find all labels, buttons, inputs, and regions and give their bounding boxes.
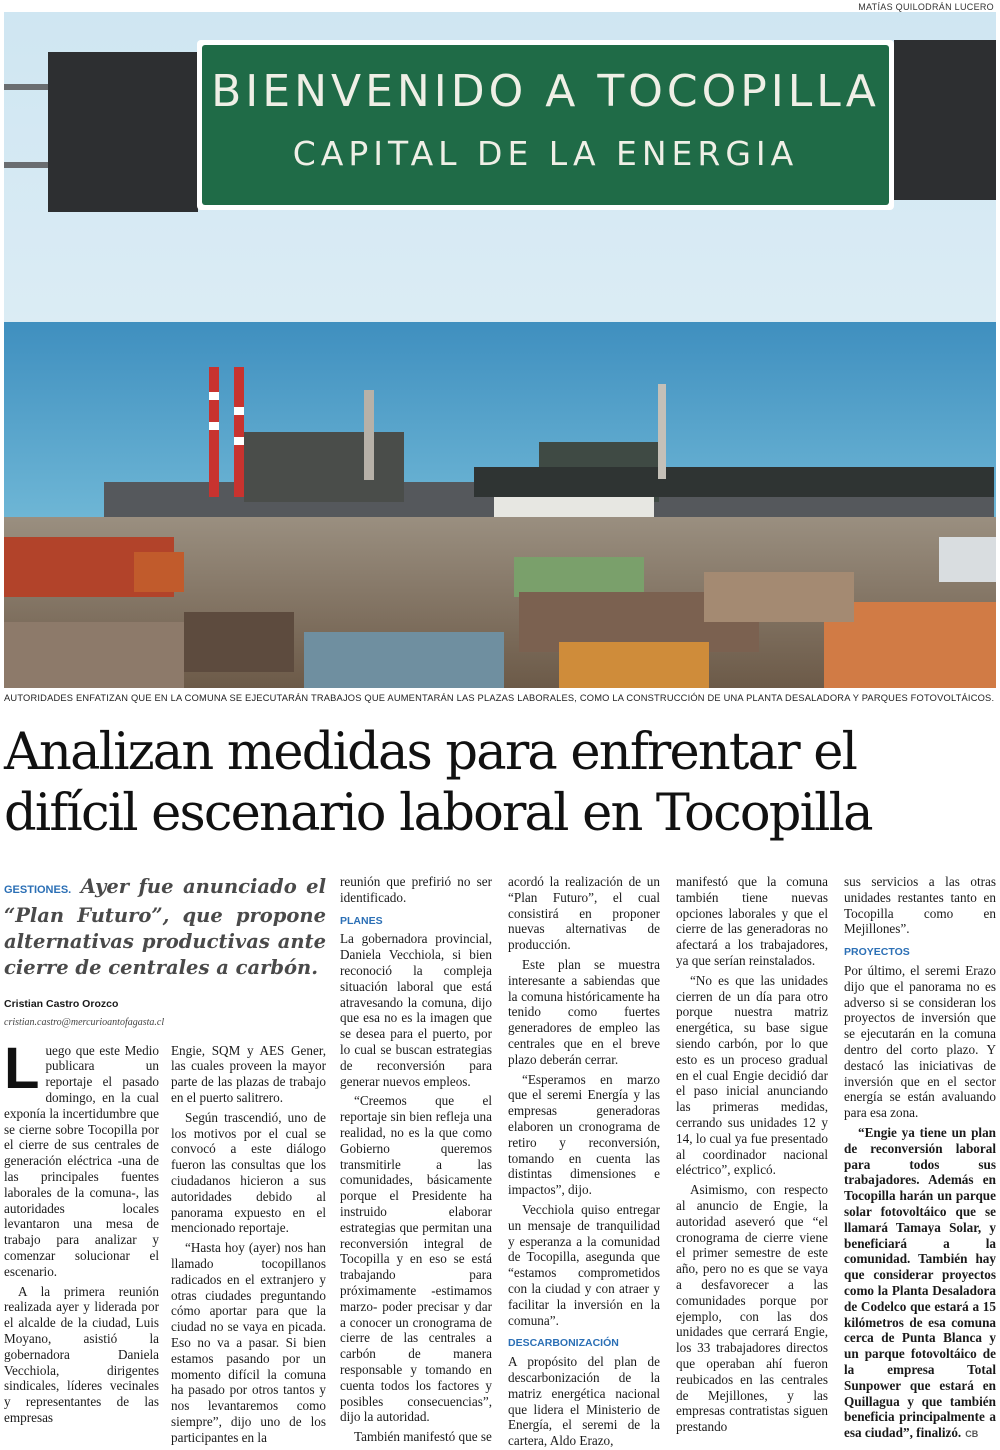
subhead-descarbonizacion: DESCARBONIZACIÓN (508, 1337, 619, 1350)
author-name: Cristian Castro Orozco (4, 998, 119, 1010)
body-paragraph: manifestó que la comuna también tiene nuevas opciones laborales y que el cierre de las generadoras no afectará a los trabajadores, ya que serían reinstalados. (676, 874, 828, 968)
body-paragraph: reunión que prefirió no ser identificado. (340, 874, 492, 905)
body-paragraph: Asimismo, con respecto al anuncio de Engie, la autoridad aseveró que “el cronograma de cierre viene el primer semestre de este año, pero no es que se vaya a desfavorecer a las comunidades porque por ejemplo, con las dos unidades que cerrará Engie, los 33 trabajadores directos que operaban ahí fueron reubicados en las centrales de Mejillones, y las empresas contratistas siguen prestando (676, 1182, 828, 1435)
body-paragraph: “Hasta hoy (ayer) nos han llamado tocopillanos radicados en el extranjero y otras ciudades preguntando cómo aportar para que la ciudad no se vaya en picada. Eso no va a pasar. Si bien estamos pasando por un momento difícil la comuna ha pasado por otros tantos y nos levantaremos como siempre”, dijo uno de los participantes en la (171, 1240, 326, 1445)
main-photo (4, 12, 996, 688)
author-email: cristian.castro@mercurioantofagasta.cl (4, 1016, 165, 1028)
body-paragraph: “Esperamos en marzo que el seremi Energía y las empresas generadoras elaboren un cronograma de retiro y reconversión, tomando en cuenta las distintas dimensiones e impactos”, dijo. (508, 1071, 660, 1198)
body-paragraph: A la primera reunión realizada ayer y liderada por el alcalde de la ciudad, Luis Moyano, asistió la gobernadora Daniela Vecchiola, dirigentes sindicales, líderes vecinales y representantes de las empresas (4, 1283, 159, 1425)
column-5 (676, 874, 828, 1435)
body-paragraph: sus servicios a las otras unidades restantes tanto en Tocopilla como en Mejillones”. (844, 874, 996, 937)
body-paragraph: A propósito del plan de descarbonización de la matriz energética nacional que lidera el Ministerio de Energía, el seremi de la cartera, Aldo Erazo, (508, 1354, 660, 1449)
photo-caption: AUTORIDADES ENFATIZAN QUE EN LA COMUNA SE EJECUTARÁN TRABAJOS QUE AUMENTARÁN LAS PLAZAS LABORALES, COMO LA CONSTRUCCIÓN DE UNA PLANTA DESALADORA Y PARQUES FOTOVOLTÁICOS. (4, 693, 995, 703)
lead-kicker: GESTIONES. (4, 884, 72, 896)
body-paragraph: acordó la realización de un “Plan Futuro”, el cual consistirá en proponer nuevas alternativas de producción. (508, 874, 660, 953)
body-paragraph: “No es que las unidades cierren de un día para otro porque nuestra matriz energética, su base sigue siendo carbón, por lo que esto es un proceso gradual en el cual Engie decidió dar el paso inicial anunciando las primeras medidas, cerrando sus unidades 12 y 14, lo cual ya fue presentado al coordinador nacional eléctrico”, explicó. (676, 972, 828, 1178)
body-paragraph: Engie, SQM y AES Gener, las cuales proveen la mayor parte de las plazas de trabajo en el puerto salitrero. (171, 1042, 326, 1105)
body-paragraph: “Engie ya tiene un plan de reconversión laboral para todos sus trabajadores. Además en Tocopilla harán un parque solar fotovoltáico que se llamará Tamaya Solar, y beneficiará a la comunidad. También hay que considerar proyectos como la Planta Desaladora de Codelco que estará a 15 kilómetros de esa comuna cerca de Punta Blanca y un parque fotovoltáico de la empresa Total Sunpower que estará en Quillagua y que también beneficia principalmente a esa ciudad”, finalizó. CB (844, 1124, 996, 1441)
body-paragraph: Luego que este Medio publicara un reportaje el pasado domingo, en la cual exponía la incertidumbre que se cierne sobre Tocopilla por el cierre de sus centrales de generación eléctrica -una de las principales fuentes laborales de la comuna-, las autoridades locales levantaron una mesa de trabajo para analizar y comenzar solucionar el escenario. (4, 1035, 159, 1279)
end-mark: CB (965, 1429, 979, 1440)
body-paragraph: “Creemos que el reportaje sin bien refleja una realidad, no es la que como Gobierno queremos transmitirle a las comunidades, básicamente porque el Presidente ha instruido elaborar estrategias que permitan una reconversión integral de Tocopilla y en eso se está trabajando para próximamente -estimamos marzo- poder precisar y dar a conocer un cronograma de cierre de las centrales a carbón de manera responsable y tomando en cuenta todos los factores y posibles consecuencias”, dijo la autoridad. (340, 1093, 492, 1425)
column-4 (508, 874, 660, 1449)
body-paragraph: Por último, el seremi Erazo dijo que el panorama no es adverso si se consideran los proyectos de inversión que se ejecutarán en la comuna dentro del corto plazo. Y destacó las iniciativas de inversión que en el sector energía se están avaluando para esa zona. (844, 962, 996, 1121)
lead-paragraph (4, 874, 326, 981)
sign-line-1: BIENVENIDO A TOCOPILLA (211, 66, 880, 117)
body-paragraph: Vecchiola quiso entregar un mensaje de tranquilidad y esperanza a la comunidad de Tocopilla, asegunda que “estamos comprometidos con la ciudad y con atraer y facilitar la inversión en la comuna”. (508, 1201, 660, 1328)
headline: Analizan medidas para enfrentar el difícil escenario laboral en Tocopilla (4, 723, 872, 843)
subhead-proyectos: PROYECTOS (844, 946, 910, 959)
column-1 (4, 874, 326, 1445)
body-paragraph: Según trascendió, uno de los motivos por el cual se convocó a este diálogo fueron las consultas que los ciudadanos hicieron a sus autoridades debido al panorama expuesto en el mencionado reportaje. (171, 1109, 326, 1236)
column-6 (844, 874, 996, 1441)
photo-credit: MATÍAS QUILODRÁN LUCERO (858, 2, 994, 12)
column-3 (340, 874, 492, 1445)
lead-text: Ayer fue anunciado el “Plan Futuro”, que propone alternativas productivas ante cierre de centrales a carbón. (4, 875, 326, 979)
body-paragraph: Este plan se muestra interesante a sabiendas que la comuna históricamente ha tenido como fuertes generadores de empleo las centrales que en el breve plazo deberán cerrar. (508, 956, 660, 1067)
dropcap: L (4, 1035, 40, 1101)
sign-line-2: CAPITAL DE LA ENERGIA (292, 134, 799, 173)
subhead-planes: PLANES (340, 914, 383, 927)
body-paragraph: También manifestó que se (354, 1429, 492, 1445)
body-paragraph: La gobernadora provincial, Daniela Vecchiola, si bien reconoció la compleja situación laboral que está atravesando la comuna, dijo que esa no es la imagen que se desea para el puerto, por lo cual se buscan estrategias de reconversión para generar nuevos empleos. (340, 931, 492, 1089)
